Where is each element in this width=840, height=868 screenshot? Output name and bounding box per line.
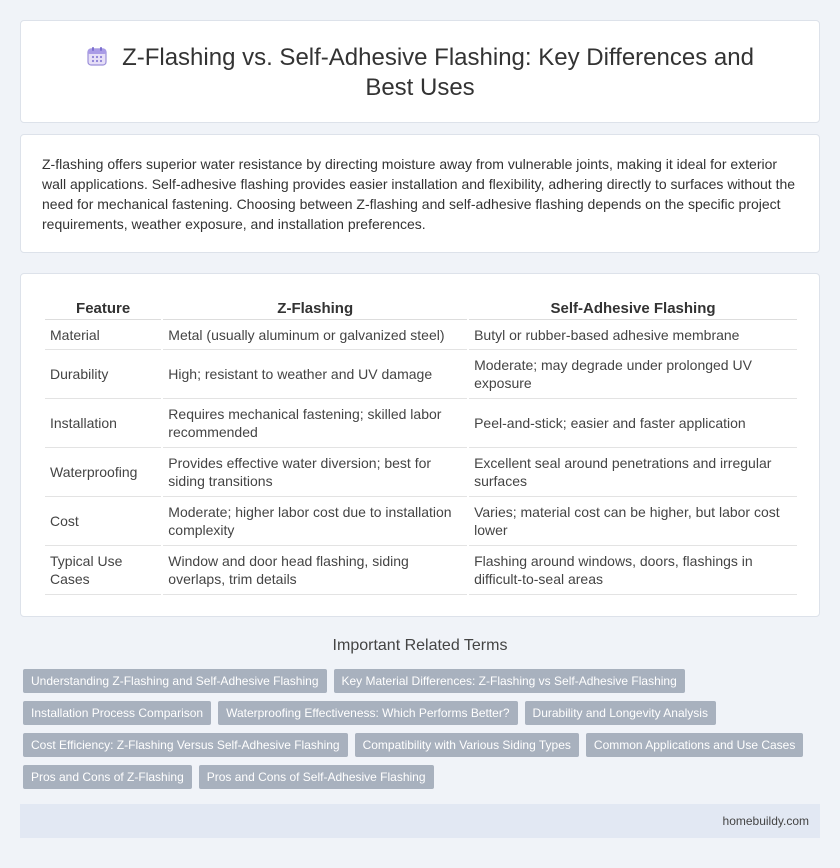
table-row xyxy=(45,497,797,546)
intro-card xyxy=(20,134,820,253)
row-self-adhesive: Flashing around windows, doors, flashings in difficult-to-seal areas xyxy=(469,546,797,595)
row-feature: Waterproofing xyxy=(45,448,161,497)
row-z-flashing: Moderate; higher labor cost due to installation complexity xyxy=(163,497,467,546)
related-tag[interactable]: Key Material Differences: Z-Flashing vs Self-Adhesive Flashing xyxy=(334,669,685,693)
related-tag[interactable]: Installation Process Comparison xyxy=(23,701,211,725)
row-z-flashing: Requires mechanical fastening; skilled labor recommended xyxy=(163,399,467,448)
related-terms-title: Important Related Terms xyxy=(332,637,508,654)
tag-row xyxy=(23,701,813,725)
comparison-table xyxy=(43,296,799,595)
related-tag[interactable]: Pros and Cons of Self-Adhesive Flashing xyxy=(199,765,434,789)
tag-row xyxy=(23,765,813,789)
row-self-adhesive: Butyl or rubber-based adhesive membrane xyxy=(469,320,797,350)
related-tag[interactable]: Compatibility with Various Siding Types xyxy=(355,733,579,757)
related-tag[interactable]: Understanding Z-Flashing and Self-Adhesive Flashing xyxy=(23,669,327,693)
page-title: Z-Flashing vs. Self-Adhesive Flashing: Key Differences and Best Uses xyxy=(122,44,754,101)
row-self-adhesive: Varies; material cost can be higher, but labor cost lower xyxy=(469,497,797,546)
title-wrap xyxy=(61,43,779,103)
footer-site[interactable]: homebuildy.com xyxy=(722,814,809,828)
footer xyxy=(20,804,820,838)
row-feature: Material xyxy=(45,320,161,350)
related-tag[interactable]: Cost Efficiency: Z-Flashing Versus Self-Adhesive Flashing xyxy=(23,733,348,757)
header-z-flashing: Z-Flashing xyxy=(163,296,467,320)
row-feature: Durability xyxy=(45,350,161,399)
row-feature: Installation xyxy=(45,399,161,448)
comparison-card xyxy=(20,273,820,617)
tag-row xyxy=(23,733,813,757)
row-feature: Cost xyxy=(45,497,161,546)
header-self-adhesive: Self-Adhesive Flashing xyxy=(469,296,797,320)
row-z-flashing: High; resistant to weather and UV damage xyxy=(163,350,467,399)
related-terms-tags xyxy=(23,669,813,797)
row-z-flashing: Window and door head flashing, siding overlaps, trim details xyxy=(163,546,467,595)
row-self-adhesive: Moderate; may degrade under prolonged UV exposure xyxy=(469,350,797,399)
related-tag[interactable]: Pros and Cons of Z-Flashing xyxy=(23,765,192,789)
table-row xyxy=(45,320,797,350)
table-header-row xyxy=(45,296,797,320)
table-row xyxy=(45,399,797,448)
row-self-adhesive: Peel-and-stick; easier and faster application xyxy=(469,399,797,448)
related-tag[interactable]: Durability and Longevity Analysis xyxy=(525,701,716,725)
header-feature: Feature xyxy=(45,296,161,320)
calendar-icon xyxy=(86,45,108,67)
intro-paragraph: Z-flashing offers superior water resistance by directing moisture away from vulnerable joints, making it ideal for exterior wall applications. Self-adhesive flashing provides easier installation and flexibility, adhering directly to surfaces without the need for mechanical fastening. Choosing between Z-flashing and self-adhesive flashing depends on the specific project requirements, weather exposure, and installation preferences. xyxy=(42,156,796,232)
table-row xyxy=(45,546,797,595)
table-row xyxy=(45,448,797,497)
table-row xyxy=(45,350,797,399)
tag-row xyxy=(23,669,813,693)
row-feature: Typical Use Cases xyxy=(45,546,161,595)
row-z-flashing: Metal (usually aluminum or galvanized steel) xyxy=(163,320,467,350)
title-card xyxy=(20,20,820,123)
related-tag[interactable]: Common Applications and Use Cases xyxy=(586,733,803,757)
row-self-adhesive: Excellent seal around penetrations and irregular surfaces xyxy=(469,448,797,497)
row-z-flashing: Provides effective water diversion; best for siding transitions xyxy=(163,448,467,497)
related-tag[interactable]: Waterproofing Effectiveness: Which Performs Better? xyxy=(218,701,517,725)
